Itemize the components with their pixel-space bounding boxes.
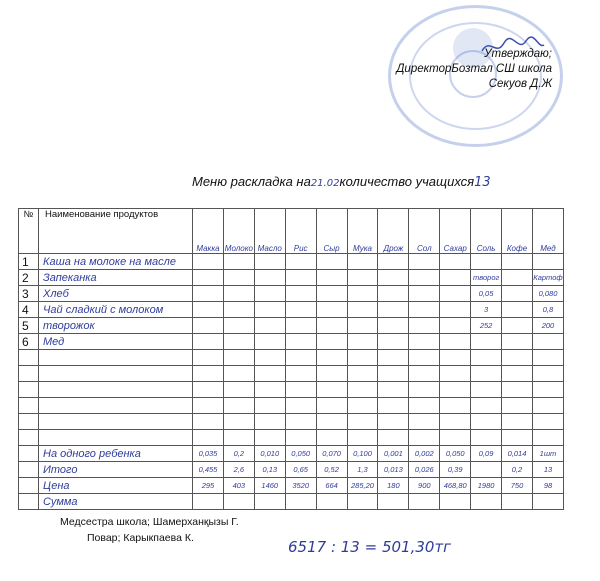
dish-name: Запеканка bbox=[39, 270, 193, 286]
cell-value bbox=[254, 318, 285, 334]
cell-value bbox=[409, 414, 440, 430]
cell-value bbox=[254, 382, 285, 398]
cell-value bbox=[471, 398, 502, 414]
cell-value bbox=[347, 366, 378, 382]
cell-value: 0,09 bbox=[471, 446, 502, 462]
cell-value: 0,050 bbox=[285, 446, 316, 462]
cell-value bbox=[254, 366, 285, 382]
cell-value bbox=[193, 430, 224, 446]
header-number: № bbox=[19, 209, 39, 254]
cell-value bbox=[378, 334, 409, 350]
cell-value bbox=[316, 286, 347, 302]
cell-value bbox=[409, 350, 440, 366]
cell-value: 0,455 bbox=[193, 462, 224, 478]
row-number bbox=[19, 382, 39, 398]
cell-value bbox=[378, 270, 409, 286]
header-product: Сахар bbox=[440, 209, 471, 254]
cell-value: 0,8 bbox=[532, 302, 563, 318]
cell-value bbox=[254, 414, 285, 430]
row-number: 6 bbox=[19, 334, 39, 350]
cell-value: 98 bbox=[532, 478, 563, 494]
cell-value: 0,52 bbox=[316, 462, 347, 478]
cell-value bbox=[285, 254, 316, 270]
cell-value bbox=[347, 254, 378, 270]
cell-value bbox=[285, 286, 316, 302]
cell-value bbox=[409, 366, 440, 382]
row-number bbox=[19, 494, 39, 510]
cell-value bbox=[316, 414, 347, 430]
row-number bbox=[19, 462, 39, 478]
dish-name: Каша на молоке на масле bbox=[39, 254, 193, 270]
cell-value bbox=[223, 254, 254, 270]
cell-value bbox=[409, 398, 440, 414]
dish-row bbox=[19, 254, 564, 270]
cell-value bbox=[193, 414, 224, 430]
cell-value bbox=[223, 270, 254, 286]
cell-value bbox=[471, 334, 502, 350]
cell-value: 285,20 bbox=[347, 478, 378, 494]
approval-line-3: Секуов Д.Ж bbox=[488, 78, 552, 90]
cell-value bbox=[316, 382, 347, 398]
dish-name: Чай сладкий с молоком bbox=[39, 302, 193, 318]
cell-value bbox=[440, 430, 471, 446]
header-product: Кофе bbox=[502, 209, 533, 254]
cell-value bbox=[316, 270, 347, 286]
cell-value bbox=[532, 398, 563, 414]
approval-line-2: ДиректорБозтал СШ школа bbox=[396, 63, 552, 75]
cell-value: 0,13 bbox=[254, 462, 285, 478]
cell-value: 1460 bbox=[254, 478, 285, 494]
cell-value bbox=[532, 366, 563, 382]
cell-value bbox=[471, 254, 502, 270]
cell-value bbox=[440, 414, 471, 430]
cell-value bbox=[502, 270, 533, 286]
cell-value: 2,6 bbox=[223, 462, 254, 478]
cell-value bbox=[316, 334, 347, 350]
cell-value bbox=[378, 318, 409, 334]
cell-value bbox=[502, 398, 533, 414]
cell-value bbox=[409, 334, 440, 350]
cell-value: 180 bbox=[378, 478, 409, 494]
header-product: Дрож bbox=[378, 209, 409, 254]
cell-value bbox=[223, 366, 254, 382]
cell-value bbox=[378, 350, 409, 366]
cell-value bbox=[254, 302, 285, 318]
cost-calculation: 6517 : 13 = 501,30тг bbox=[288, 538, 452, 556]
cell-value bbox=[532, 430, 563, 446]
cell-value bbox=[378, 414, 409, 430]
cell-value bbox=[440, 494, 471, 510]
cell-value bbox=[254, 334, 285, 350]
menu-table bbox=[18, 208, 564, 510]
menu-title: Меню раскладка на21.02количество учащихся13 bbox=[192, 174, 491, 190]
cell-value bbox=[254, 398, 285, 414]
cell-value: 3 bbox=[471, 302, 502, 318]
nurse-signature-line: Медсестра школа; Шамерханқызы Г. bbox=[60, 516, 239, 528]
cell-value bbox=[285, 270, 316, 286]
cell-value bbox=[347, 302, 378, 318]
cell-value bbox=[532, 350, 563, 366]
cell-value bbox=[471, 366, 502, 382]
cell-value bbox=[378, 302, 409, 318]
cell-value: 0,035 bbox=[193, 446, 224, 462]
row-number bbox=[19, 350, 39, 366]
cell-value bbox=[347, 414, 378, 430]
cell-value bbox=[193, 302, 224, 318]
cell-value bbox=[471, 494, 502, 510]
cell-value bbox=[409, 302, 440, 318]
cell-value bbox=[316, 430, 347, 446]
cell-value bbox=[316, 318, 347, 334]
dish-name bbox=[39, 350, 193, 366]
cell-value bbox=[502, 382, 533, 398]
cell-value: 0,026 bbox=[409, 462, 440, 478]
cell-value bbox=[285, 382, 316, 398]
cell-value bbox=[532, 414, 563, 430]
cell-value bbox=[316, 254, 347, 270]
empty-row bbox=[19, 414, 564, 430]
header-name: Наименование продуктов bbox=[39, 209, 193, 254]
cell-value bbox=[285, 318, 316, 334]
row-number: 3 bbox=[19, 286, 39, 302]
header-row bbox=[19, 209, 564, 254]
total-row bbox=[19, 462, 564, 478]
cell-value bbox=[193, 382, 224, 398]
cell-value: 0,013 bbox=[378, 462, 409, 478]
cell-value bbox=[378, 398, 409, 414]
sum-row bbox=[19, 494, 564, 510]
cell-value bbox=[502, 350, 533, 366]
cell-value bbox=[223, 430, 254, 446]
cell-value: 1шт bbox=[532, 446, 563, 462]
dish-name: На одного ребенка bbox=[39, 446, 193, 462]
dish-row bbox=[19, 302, 564, 318]
cell-value bbox=[316, 494, 347, 510]
cell-value bbox=[502, 318, 533, 334]
cell-value bbox=[316, 350, 347, 366]
cell-value bbox=[440, 254, 471, 270]
cell-value bbox=[223, 302, 254, 318]
header-product: Мука bbox=[347, 209, 378, 254]
cell-value: 295 bbox=[193, 478, 224, 494]
cell-value bbox=[378, 286, 409, 302]
cell-value bbox=[471, 382, 502, 398]
cell-value: 0,010 bbox=[254, 446, 285, 462]
row-number bbox=[19, 414, 39, 430]
cell-value: 0,050 bbox=[440, 446, 471, 462]
cell-value bbox=[193, 350, 224, 366]
dish-name bbox=[39, 414, 193, 430]
cell-value bbox=[378, 254, 409, 270]
cell-value bbox=[254, 494, 285, 510]
cell-value bbox=[502, 334, 533, 350]
cell-value bbox=[502, 366, 533, 382]
cell-value bbox=[347, 318, 378, 334]
cell-value bbox=[285, 398, 316, 414]
cell-value bbox=[193, 366, 224, 382]
cell-value bbox=[471, 414, 502, 430]
cell-value: 1,3 bbox=[347, 462, 378, 478]
cell-value bbox=[440, 366, 471, 382]
empty-row bbox=[19, 430, 564, 446]
cell-value bbox=[223, 494, 254, 510]
cell-value bbox=[223, 382, 254, 398]
cell-value bbox=[378, 366, 409, 382]
cell-value bbox=[285, 334, 316, 350]
header-product: Сол bbox=[409, 209, 440, 254]
cell-value: 200 bbox=[532, 318, 563, 334]
dish-row bbox=[19, 318, 564, 334]
cell-value bbox=[471, 462, 502, 478]
cell-value bbox=[440, 270, 471, 286]
cell-value bbox=[347, 398, 378, 414]
empty-row bbox=[19, 350, 564, 366]
cell-value bbox=[254, 350, 285, 366]
dish-row bbox=[19, 334, 564, 350]
cell-value: 0,080 bbox=[532, 286, 563, 302]
row-number: 1 bbox=[19, 254, 39, 270]
cell-value: 0,014 bbox=[502, 446, 533, 462]
header-product: Молоко bbox=[223, 209, 254, 254]
cell-value bbox=[193, 398, 224, 414]
cell-value bbox=[409, 382, 440, 398]
cell-value bbox=[532, 254, 563, 270]
cell-value: 0,05 bbox=[471, 286, 502, 302]
cell-value bbox=[223, 318, 254, 334]
director-signature bbox=[478, 35, 548, 57]
dish-row bbox=[19, 270, 564, 286]
cell-value bbox=[378, 430, 409, 446]
row-number bbox=[19, 366, 39, 382]
cell-value bbox=[254, 430, 285, 446]
cell-value bbox=[347, 334, 378, 350]
row-number: 4 bbox=[19, 302, 39, 318]
student-count: 13 bbox=[474, 175, 491, 190]
cell-value bbox=[532, 382, 563, 398]
cell-value bbox=[378, 382, 409, 398]
cell-value bbox=[285, 494, 316, 510]
cell-value: 0,2 bbox=[502, 462, 533, 478]
cell-value bbox=[532, 334, 563, 350]
row-number bbox=[19, 478, 39, 494]
dish-name: творожок bbox=[39, 318, 193, 334]
cell-value bbox=[193, 286, 224, 302]
cell-value bbox=[440, 286, 471, 302]
header-product: Сыр bbox=[316, 209, 347, 254]
dish-name: Итого bbox=[39, 462, 193, 478]
cell-value bbox=[316, 398, 347, 414]
header-product: Рис bbox=[285, 209, 316, 254]
cell-value bbox=[502, 286, 533, 302]
cell-value bbox=[378, 494, 409, 510]
cell-value: Картоф bbox=[532, 270, 563, 286]
row-number: 2 bbox=[19, 270, 39, 286]
cell-value bbox=[223, 286, 254, 302]
cell-value bbox=[440, 302, 471, 318]
cell-value bbox=[254, 286, 285, 302]
dish-name: Мед bbox=[39, 334, 193, 350]
cell-value: 0,002 bbox=[409, 446, 440, 462]
cell-value bbox=[316, 366, 347, 382]
dish-name bbox=[39, 430, 193, 446]
dish-row bbox=[19, 286, 564, 302]
cell-value bbox=[471, 350, 502, 366]
cell-value bbox=[193, 318, 224, 334]
cell-value bbox=[440, 350, 471, 366]
cell-value bbox=[347, 286, 378, 302]
cell-value: 664 bbox=[316, 478, 347, 494]
cell-value: 0,65 bbox=[285, 462, 316, 478]
cell-value bbox=[502, 302, 533, 318]
cell-value: 0,100 bbox=[347, 446, 378, 462]
cell-value bbox=[285, 302, 316, 318]
cell-value: 252 bbox=[471, 318, 502, 334]
cell-value bbox=[193, 270, 224, 286]
cell-value: творог bbox=[471, 270, 502, 286]
cell-value bbox=[502, 414, 533, 430]
cell-value bbox=[502, 430, 533, 446]
cell-value bbox=[223, 334, 254, 350]
header-product: Соль bbox=[471, 209, 502, 254]
cell-value bbox=[440, 382, 471, 398]
cell-value bbox=[409, 286, 440, 302]
cell-value: 0,39 bbox=[440, 462, 471, 478]
header-product: Масло bbox=[254, 209, 285, 254]
empty-row bbox=[19, 398, 564, 414]
cell-value: 468,80 bbox=[440, 478, 471, 494]
cell-value bbox=[440, 334, 471, 350]
cell-value bbox=[440, 398, 471, 414]
row-number bbox=[19, 446, 39, 462]
cell-value bbox=[285, 414, 316, 430]
cell-value bbox=[347, 430, 378, 446]
cell-value: 1980 bbox=[471, 478, 502, 494]
empty-row bbox=[19, 366, 564, 382]
row-number bbox=[19, 398, 39, 414]
cell-value bbox=[471, 430, 502, 446]
cell-value bbox=[347, 270, 378, 286]
cell-value bbox=[502, 494, 533, 510]
dish-name bbox=[39, 366, 193, 382]
cell-value bbox=[347, 382, 378, 398]
cell-value bbox=[316, 302, 347, 318]
price-row bbox=[19, 478, 564, 494]
menu-date: 21.02 bbox=[310, 178, 340, 189]
dish-name: Хлеб bbox=[39, 286, 193, 302]
header-product: Макка bbox=[193, 209, 224, 254]
cell-value bbox=[193, 254, 224, 270]
cell-value: 0,2 bbox=[223, 446, 254, 462]
empty-row bbox=[19, 382, 564, 398]
cell-value bbox=[285, 430, 316, 446]
dish-name bbox=[39, 398, 193, 414]
cell-value bbox=[409, 318, 440, 334]
cell-value bbox=[223, 414, 254, 430]
cell-value bbox=[532, 494, 563, 510]
cell-value: 3520 bbox=[285, 478, 316, 494]
row-number bbox=[19, 430, 39, 446]
cell-value: 403 bbox=[223, 478, 254, 494]
dish-name bbox=[39, 382, 193, 398]
per-child-row bbox=[19, 446, 564, 462]
cell-value: 750 bbox=[502, 478, 533, 494]
cell-value bbox=[254, 270, 285, 286]
cell-value: 900 bbox=[409, 478, 440, 494]
dish-name: Сумма bbox=[39, 494, 193, 510]
cell-value bbox=[502, 254, 533, 270]
cell-value bbox=[347, 494, 378, 510]
row-number: 5 bbox=[19, 318, 39, 334]
cell-value bbox=[193, 334, 224, 350]
cell-value bbox=[409, 494, 440, 510]
cook-signature-line: Повар; Карыкпаева К. bbox=[87, 532, 194, 544]
cell-value bbox=[347, 350, 378, 366]
cell-value: 0,001 bbox=[378, 446, 409, 462]
dish-name: Цена bbox=[39, 478, 193, 494]
cell-value: 13 bbox=[532, 462, 563, 478]
cell-value bbox=[223, 398, 254, 414]
cell-value bbox=[285, 366, 316, 382]
cell-value: 0,070 bbox=[316, 446, 347, 462]
cell-value bbox=[193, 494, 224, 510]
cell-value bbox=[254, 254, 285, 270]
cell-value bbox=[409, 254, 440, 270]
cell-value bbox=[409, 430, 440, 446]
cell-value bbox=[285, 350, 316, 366]
header-product: Мед bbox=[532, 209, 563, 254]
cell-value bbox=[409, 270, 440, 286]
cell-value bbox=[440, 318, 471, 334]
cell-value bbox=[223, 350, 254, 366]
approval-line-1: Утверждаю; bbox=[484, 48, 552, 60]
